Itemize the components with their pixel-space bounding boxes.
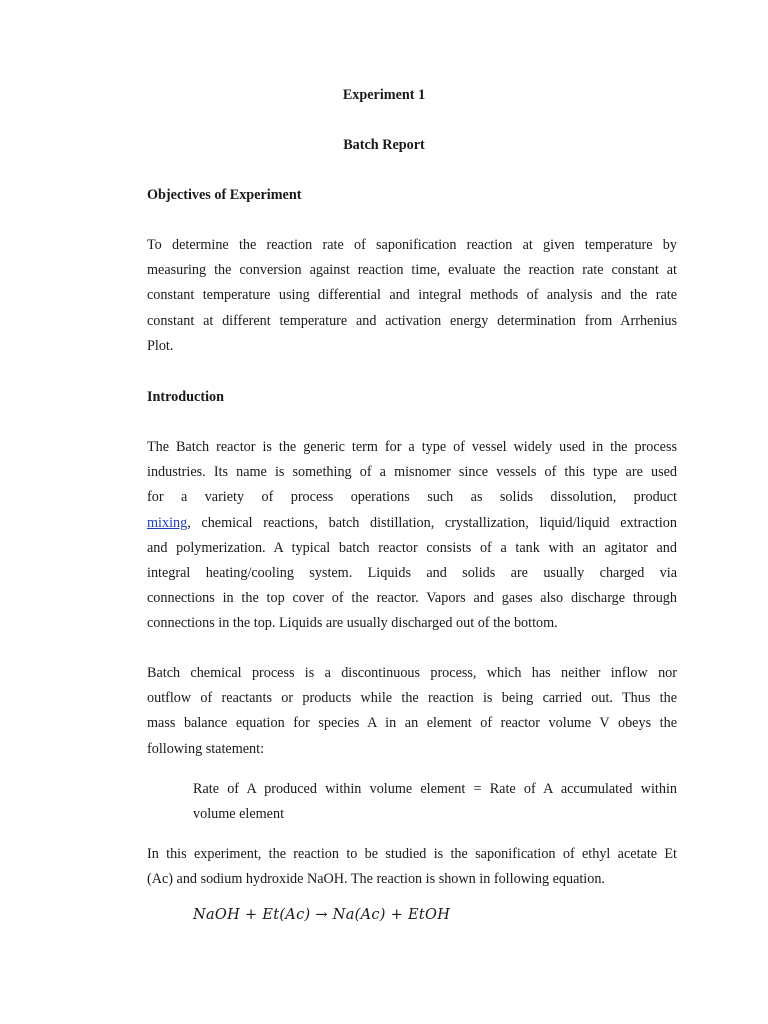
document-title: Experiment 1 [342,87,426,103]
paragraph-line: industries. Its name is something of a misnomer since vessels of this type are used [147,464,677,481]
paragraph-text: , chemical reactions, batch distillation, crystallization, liquid/liquid extraction [187,514,677,531]
paragraph-line: Rate of A produced within volume element = Rate of A accumulated within [193,781,677,797]
paragraph-line: In this experiment, the reaction to be studied is the saponification of ethyl acetate Et [147,846,677,862]
paragraph-line-with-link [147,511,677,536]
paragraph-line: connections in the top. Liquids are usually discharged out of the bottom. [147,615,558,632]
paragraph-line: Plot. [147,337,174,354]
introduction-paragraph [147,435,677,637]
paragraph-line: constant temperature using differential and integral methods of analysis and the rate [147,287,677,304]
paragraph-line: and polymerization. A typical batch reactor consists of a tank with an agitator and [147,539,677,556]
paragraph-line: constant at different temperature and activation energy determination from Arrhenius [147,312,677,329]
paragraph-line: outflow of reactants or products while the reaction is being carried out. Thus the [147,690,677,707]
paragraph-line: To determine the reaction rate of saponification reaction at given temperature by [147,237,677,253]
document-subtitle: Batch Report [343,137,425,153]
paragraph-line: The Batch reactor is the generic term for a type of vessel widely used in the process [147,439,677,455]
paragraph-line: mass balance equation for species A in an element of reactor volume V obeys the [147,715,677,732]
mass-balance-statement [193,777,677,827]
paragraph-line: connections in the top cover of the reactor. Vapors and gases also discharge through [147,590,677,607]
paragraph-line: (Ac) and sodium hydroxide NaOH. The reaction is shown in following equation. [147,871,605,888]
paragraph-line: Batch chemical process is a discontinuous process, which has neither inflow nor [147,665,677,681]
objectives-heading: Objectives of Experiment [147,187,302,203]
paragraph-line: following statement: [147,740,265,757]
paragraph-line: measuring the conversion against reaction time, evaluate the reaction rate constant at [147,262,677,279]
paragraph-line: integral heating/cooling system. Liquids and solids are usually charged via [147,564,677,581]
experiment-paragraph [147,842,677,892]
paragraph-line: volume element [193,806,285,823]
paragraph-line: for a variety of process operations such as solids dissolution, product [147,489,677,506]
reaction-equation: NaOH + Et(Ac) → Na(Ac) + EtOH [193,907,451,923]
mixing-link[interactable]: mixing [147,514,188,531]
introduction-heading: Introduction [147,389,224,405]
objectives-paragraph [147,233,677,359]
batch-process-paragraph [147,661,677,762]
